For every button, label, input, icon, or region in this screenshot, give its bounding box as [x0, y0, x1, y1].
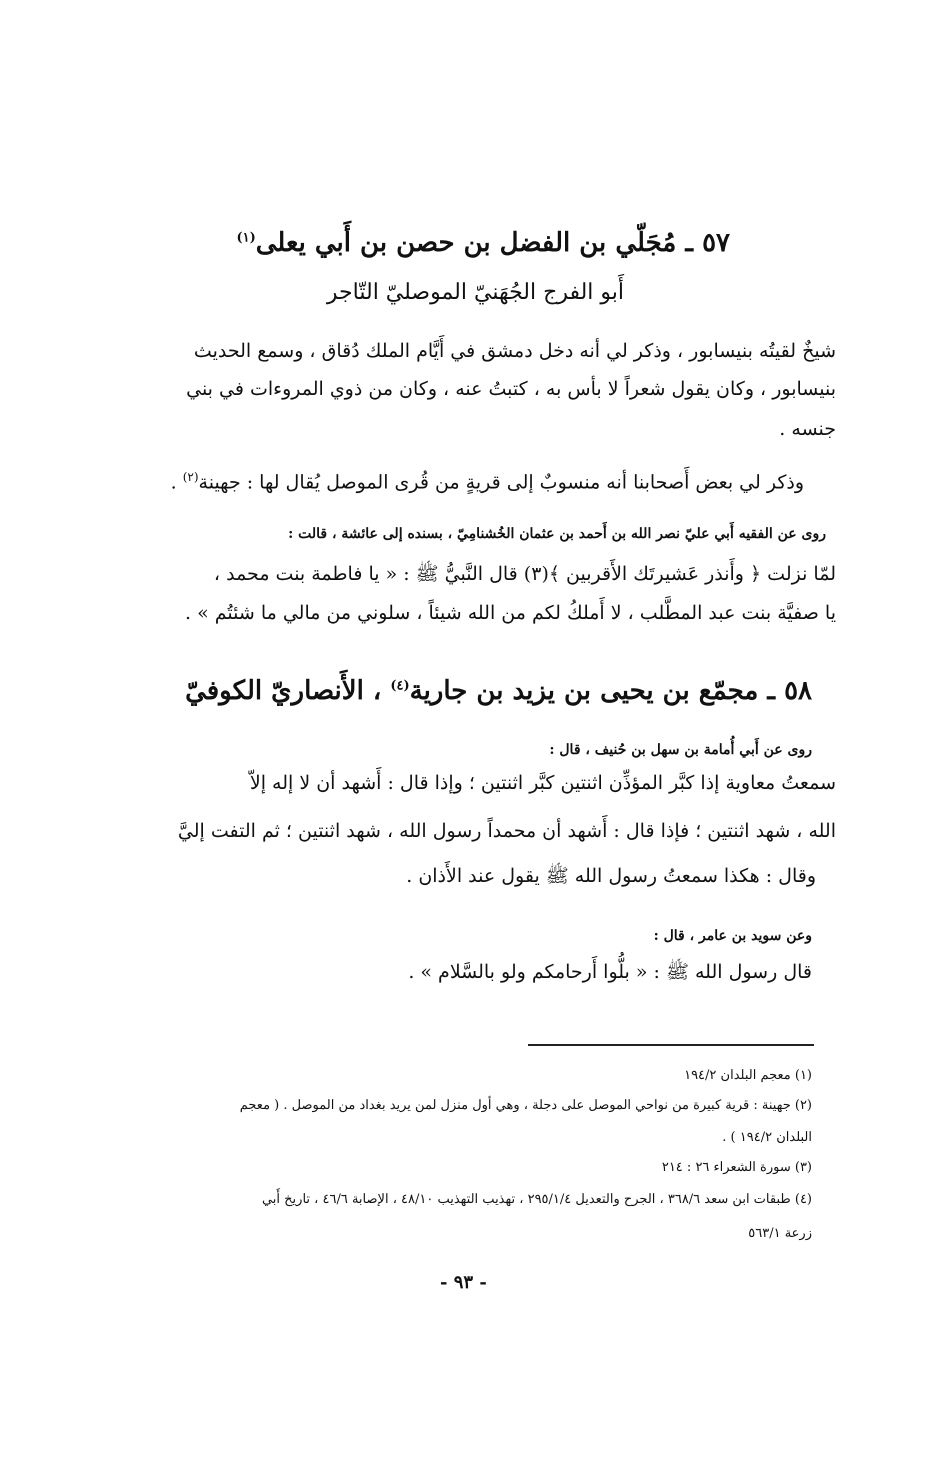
- entry-57-hadith-line2: يا صفيَّة بنت عبد المطَّلب ، لا أَملكُ لكم من الله شيئاً ، سلوني من مالي ما شئتُم » .: [185, 602, 836, 624]
- footnote-1: (١) معجم البلدان ١٩٤/٢: [684, 1068, 812, 1083]
- entry-58-heading: [185, 676, 812, 706]
- entry-57-para1-line3: جنسه .: [779, 418, 836, 440]
- footnote-ref-1: (١): [236, 230, 256, 246]
- entry-57-para2-text: وذكر لي بعض أَصحابنا أنه منسوبٌ إلى قريةٍ من قُرى الموصل يُقال لها : جهينة: [198, 471, 804, 494]
- entry-58-title-tail: ، الأَنصاريّ الكوفيّ: [185, 676, 391, 706]
- footnote-ref-2: (٢): [182, 470, 199, 484]
- entry-57-title: ٥٧ ـ مُجَلّي بن الفضل بن حصن بن أَبي يعلى: [255, 228, 730, 258]
- entry-57-hadith-line1: لمّا نزلت ﴿ وأَنذر عَشيرتَك الأَقربين ﴾(٣) قال النَّبيُّ ﷺ : « يا فاطمة بنت محمد ،: [213, 563, 836, 585]
- footnote-separator: [528, 1044, 814, 1046]
- entry-57-para2-end: .: [170, 471, 183, 494]
- footnote-4-line2: زرعة ٥٦٣/١: [748, 1226, 812, 1241]
- page-number: - ٩٣ -: [440, 1272, 487, 1293]
- entry-58-hadith-line3: وقال : هكذا سمعتُ رسول الله ﷺ يقول عند الأَذان .: [406, 865, 816, 887]
- footnote-4-line1: (٤) طبقات ابن سعد ٣٦٨/٦ ، الجرح والتعديل ٢٩٥/١/٤ ، تهذيب التهذيب ٤٨/١٠ ، الإصابة ٤٦/٦ ، تاريخ أَبي: [261, 1192, 812, 1207]
- entry-58-hadith-line2: الله ، شهد اثنتين ؛ فإذا قال : أَشهد أن محمداً رسول الله ، شهد اثنتين ؛ ثم التفت إليَّ: [177, 820, 836, 842]
- entry-57-heading: [236, 228, 730, 258]
- entry-57-narration-intro: روى عن الفقيه أَبي عليّ نصر الله بن أَحمد بن عثمان الخُشنامِيّ ، بسنده إلى عائشة ، قالت :: [288, 526, 826, 542]
- entry-57-subheading: أَبو الفرج الجُهَنيّ الموصليّ التّاجر: [326, 280, 624, 305]
- entry-57-para1-line2: بنيسابور ، وكان يقول شعراً لا بأس به ، كتبتُ عنه ، وكان من ذوي المروءات في بني: [186, 378, 836, 400]
- entry-58-title: ٥٨ ـ مجمّع بن يحيى بن يزيد بن جارية: [409, 676, 812, 706]
- entry-58-narration-intro: روى عن أَبي أُمامة بن سهل بن حُنيف ، قال :: [549, 742, 812, 758]
- footnote-2-line2: البلدان ١٩٤/٢ ) .: [722, 1130, 812, 1145]
- entry-58-hadith-line1: سمعتُ معاوية إذا كبَّر المؤذِّن اثنتين كبَّر اثنتين ؛ وإذا قال : أَشهد أن لا إله إلاّ: [249, 772, 836, 794]
- footnote-3: (٣) سورة الشعراء ٢٦ : ٢١٤: [661, 1160, 812, 1175]
- entry-57-para2: [171, 470, 804, 493]
- footnote-2-line1: (٢) جهينة : قرية كبيرة من نواحي الموصل على دجلة ، وهي أول منزل لمن يريد بغداد من الموصل . ( معجم: [239, 1098, 812, 1113]
- entry-58-narration2-intro: وعن سويد بن عامر ، قال :: [653, 928, 812, 944]
- entry-58-hadith2: قال رسول الله ﷺ : « بلُّوا أَرحامكم ولو بالسَّلام » .: [408, 961, 812, 983]
- footnote-ref-4: (٤): [390, 678, 410, 694]
- entry-57-para1-line1: شيخٌ لقيتُه بنيسابور ، وذكر لي أنه دخل دمشق في أَيَّام الملك دُقاق ، وسمع الحديث: [193, 340, 836, 362]
